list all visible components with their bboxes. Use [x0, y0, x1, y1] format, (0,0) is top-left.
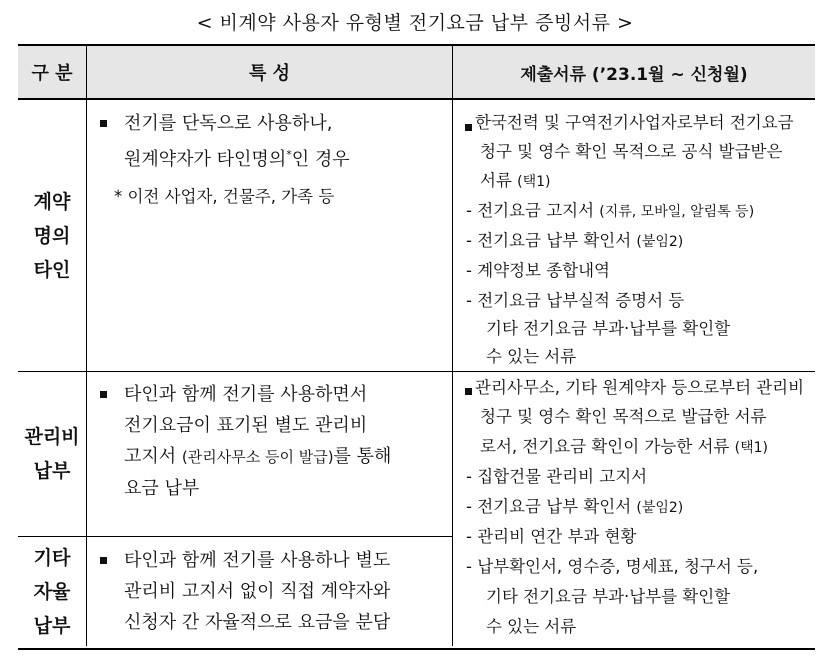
category-line: 계약 — [33, 190, 71, 213]
category-line: 납부 — [33, 460, 71, 482]
header-feature: 특 성 — [248, 63, 291, 84]
category-line: 납부 — [33, 614, 71, 637]
bullet-square-icon — [100, 391, 107, 398]
docs-line — [480, 166, 550, 197]
docs-note: (붙임2) — [636, 500, 684, 516]
docs-note: (지류, 모바일, 알림톡 등) — [599, 204, 755, 220]
feature-line — [124, 441, 445, 473]
col-divider-2 — [452, 46, 453, 646]
feature-text: 인 경우 — [291, 149, 350, 170]
category-line: 명의 — [33, 224, 71, 247]
docs-line: 관리사무소, 기타 원계약자 등으로부터 관리비 — [475, 378, 805, 397]
feature-line: 요금 납부 — [124, 478, 200, 499]
row3-category — [18, 537, 86, 646]
docs-text: 서류 — [480, 171, 518, 190]
category-line: 기타 — [33, 546, 71, 569]
docs-text: 로서, 전기요금 확인이 가능한 서류 — [480, 437, 735, 456]
docs-item: 수 있는 서류 — [486, 617, 577, 636]
col-divider-1 — [86, 46, 87, 646]
docs-item: - 납부확인서, 영수증, 명세표, 청구서 등, — [466, 557, 759, 576]
docs-line: 한국전력 및 구역전기사업자로부터 전기요금 — [475, 113, 794, 132]
docs-item: - 계약정보 종합내역 — [466, 261, 610, 280]
docs-note: (택1) — [734, 440, 768, 456]
feature-line: 신청자 간 자율적으로 요금을 분담 — [124, 612, 391, 633]
header-docs: 제출서류 (’23.1월 ~ 신청월) — [520, 64, 748, 85]
docs-line — [480, 432, 768, 463]
docs-item — [466, 226, 683, 257]
docs-text: - 전기요금 납부 확인서 — [466, 231, 637, 250]
docs-line: 청구 및 영수 확인 목적으로 발급한 서류 — [480, 407, 767, 426]
row3-feature — [100, 545, 445, 638]
docs-item — [466, 492, 683, 523]
row2-feature — [100, 379, 445, 504]
docs-text: - 전기요금 납부 확인서 — [466, 497, 637, 516]
bullet-square-icon — [100, 557, 107, 564]
feature-text: 를 통해 — [333, 446, 392, 467]
feature-note: * 이전 사업자, 건물주, 가족 등 — [114, 187, 335, 206]
docs-item: 기타 전기요금 부과·납부를 확인할 — [486, 319, 731, 338]
docs-item: - 집합건물 관리비 고지서 — [466, 467, 648, 486]
page-title: < 비계약 사용자 유형별 전기요금 납부 증빙서류 > — [196, 12, 634, 34]
feature-line: 타인과 함께 전기를 사용하나 별도 — [124, 550, 391, 571]
evidence-table — [18, 44, 815, 650]
feature-line: 전기요금이 표기된 별도 관리비 — [124, 415, 368, 436]
docs-item — [466, 196, 754, 227]
header-divider — [18, 98, 815, 100]
feature-line: 전기를 단독으로 사용하나, — [124, 113, 333, 134]
feature-line: 타인과 함께 전기를 사용하면서 — [124, 384, 368, 405]
row2-category — [18, 372, 86, 536]
row-divider-1 — [18, 371, 815, 372]
docs-item: 수 있는 서류 — [486, 347, 577, 366]
docs-line: 청구 및 영수 확인 목적으로 공식 발급받은 — [480, 142, 783, 161]
footnote-mark: * — [286, 148, 292, 161]
docs-item: - 관리비 연간 부과 현황 — [466, 527, 637, 546]
docs-item: - 전기요금 납부실적 증명서 등 — [466, 291, 685, 310]
docs-note: (택1) — [517, 174, 551, 190]
feature-line: 관리비 고지서 없이 직접 계약자와 — [124, 581, 391, 602]
feature-text: 원계약자가 타인명의 — [124, 149, 287, 170]
row1-category — [18, 100, 86, 371]
category-line: 타인 — [33, 258, 71, 281]
docs-item: 기타 전기요금 부과·납부를 확인할 — [486, 587, 731, 606]
category-line: 자율 — [33, 580, 71, 603]
feature-text: 고지서 — [124, 446, 182, 467]
bullet-square-icon — [100, 120, 107, 127]
bullet-square-icon — [465, 124, 472, 131]
docs-note: (붙임2) — [636, 234, 684, 250]
bullet-square-icon — [465, 388, 472, 395]
row1-feature — [100, 108, 445, 212]
feature-note: (관리사무소 등이 발급) — [181, 448, 334, 466]
header-category: 구 분 — [31, 63, 73, 84]
category-line: 관리비 — [24, 426, 80, 448]
feature-line — [124, 139, 445, 175]
docs-text: - 전기요금 고지서 — [466, 201, 600, 220]
